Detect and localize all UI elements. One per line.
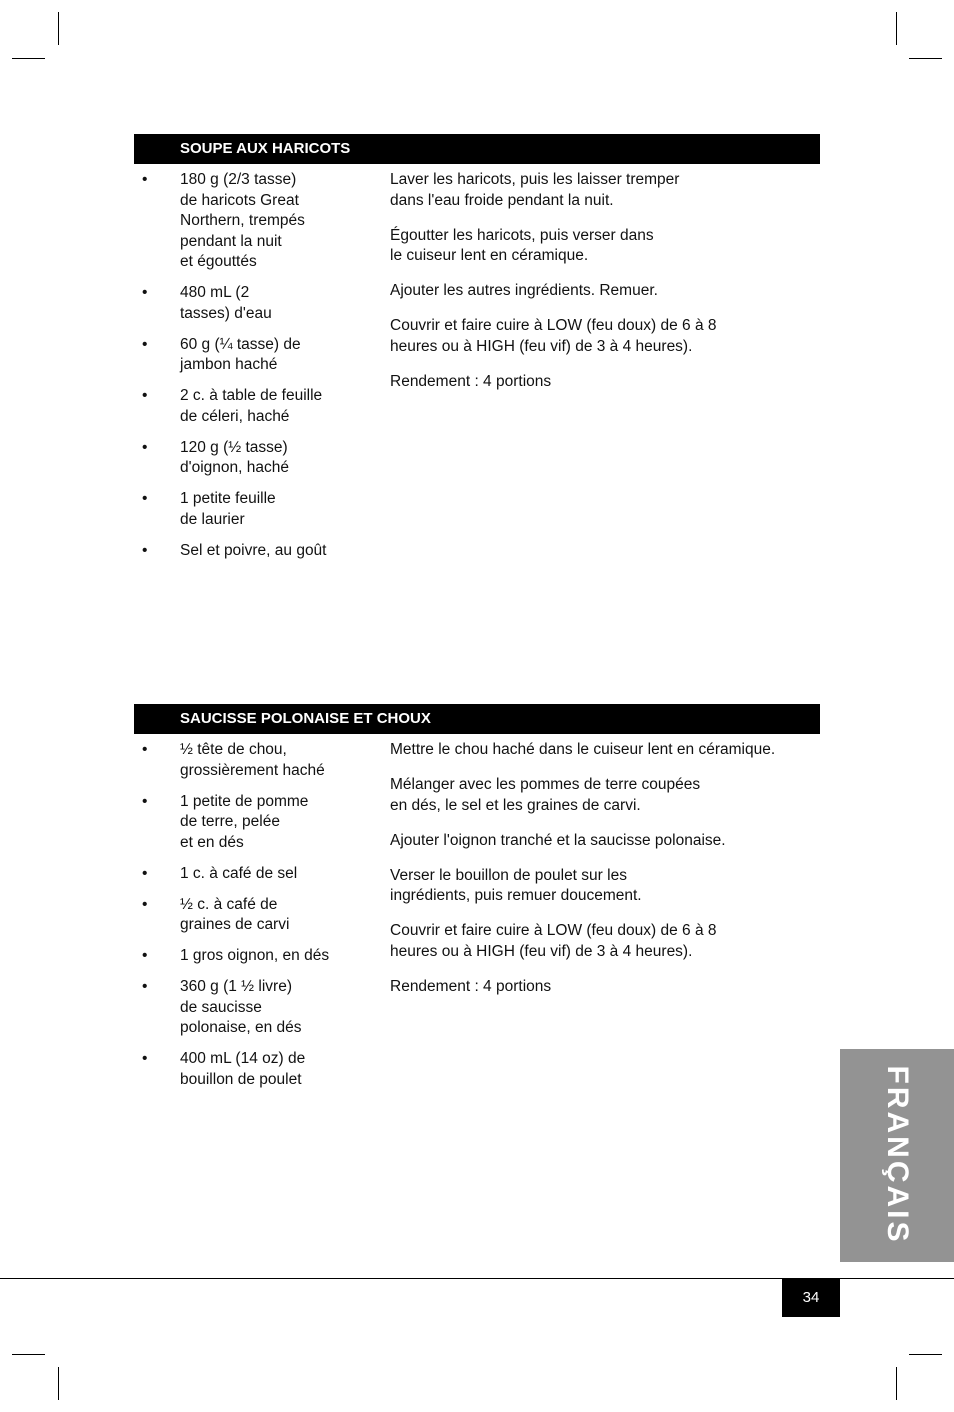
instruction-paragraph: Verser le bouillon de poulet sur les ingrédients, puis remuer doucement. [390,866,642,904]
ingredient-item [134,946,364,967]
recipe-title-saucisse: SAUCISSE POLONAISE ET CHOUX [134,704,820,734]
instruction-paragraph: Couvrir et faire cuire à LOW (feu doux) de 6 à 8 heures ou à HIGH (feu vif) de 3 à 4 heures). [390,922,717,960]
ingredient-item [134,335,364,376]
ingredient-list-soupe [134,170,364,572]
ingredient-item [134,170,364,273]
instruction-paragraph: Mettre le chou haché dans le cuiseur lent en céramique. [390,741,776,758]
ingredient-text: 120 g (½ tasse) d'oignon, haché [180,438,289,476]
bullet: • [142,895,148,913]
instruction-paragraph: Ajouter l'oignon tranché et la saucisse polonaise. [390,831,726,849]
ingredient-text: 400 mL (14 oz) de bouillon de poulet [180,1050,306,1088]
instruction-paragraph: Mélanger avec les pommes de terre coupées en dés, le sel et les graines de carvi. [390,776,701,814]
crop-mark [896,12,897,45]
language-tab [840,1049,954,1262]
ingredient-list-saucisse [134,740,364,1101]
crop-mark [909,58,942,59]
instruction-paragraph: Rendement : 4 portions [390,977,552,995]
ingredient-text: 480 mL (2 tasses) d'eau [180,284,272,322]
bullet: • [142,1050,148,1067]
crop-mark [58,1367,59,1400]
bullet: • [142,978,148,995]
ingredient-item [134,895,364,936]
ingredient-item [134,977,364,1039]
ingredient-text: ½ tête de chou, grossièrement haché [180,741,325,779]
bullet: • [142,864,148,882]
ingredient-item [134,1049,364,1090]
ingredient-item [134,283,364,324]
crop-mark [896,1367,897,1400]
ingredient-item [134,438,364,479]
bullet: • [142,541,148,559]
ingredient-item [134,864,364,885]
ingredient-item [134,386,364,427]
steps-soupe [390,170,810,407]
ingredient-item [134,541,364,562]
ingredient-text: Sel et poivre, au goût [180,541,327,559]
page-number: 34 [782,1278,840,1317]
bullet: • [142,438,148,456]
ingredient-text: ½ c. à café de graines de carvi [180,895,290,933]
bullet: • [142,947,148,964]
bullet: • [142,171,148,188]
bullet: • [142,387,148,404]
bullet: • [142,335,148,353]
ingredient-text: 1 petite de pomme de terre, pelée et en dés [180,792,309,851]
steps-saucisse [390,740,810,1012]
crop-mark [58,12,59,45]
recipe-title-soupe: SOUPE AUX HARICOTS [134,134,820,164]
ingredient-text: 2 c. à table de feuille de céleri, haché [180,387,323,425]
bullet: • [142,490,148,507]
ingredient-text: 180 g (2/3 tasse) de haricots Great Northern, trempés pendant la nuit et égouttés [180,171,305,270]
bullet: • [142,792,148,810]
language-tab-label: FRANÇAIS [881,1065,914,1245]
ingredient-text: 1 c. à café de sel [180,864,298,882]
instruction-paragraph: Laver les haricots, puis les laisser tremper dans l'eau froide pendant la nuit. [390,171,680,209]
instruction-paragraph: Rendement : 4 portions [390,372,552,390]
ingredient-item [134,740,364,781]
ingredient-item [134,792,364,854]
instruction-paragraph: Couvrir et faire cuire à LOW (feu doux) de 6 à 8 heures ou à HIGH (feu vif) de 3 à 4 heures). [390,317,717,355]
bullet: • [142,284,148,301]
ingredient-text: 1 petite feuille de laurier [180,490,276,528]
ingredient-text: 60 g (¼ tasse) de jambon haché [180,335,301,373]
instruction-paragraph: Ajouter les autres ingrédients. Remuer. [390,282,658,299]
crop-mark [12,58,45,59]
bullet: • [142,741,148,758]
ingredient-text: 1 gros oignon, en dés [180,947,330,964]
crop-mark [12,1354,45,1355]
ingredient-text: 360 g (1 ½ livre) de saucisse polonaise, en dés [180,978,302,1036]
crop-mark [909,1354,942,1355]
ingredient-item [134,489,364,530]
instruction-paragraph: Égoutter les haricots, puis verser dans le cuiseur lent en céramique. [390,226,654,264]
